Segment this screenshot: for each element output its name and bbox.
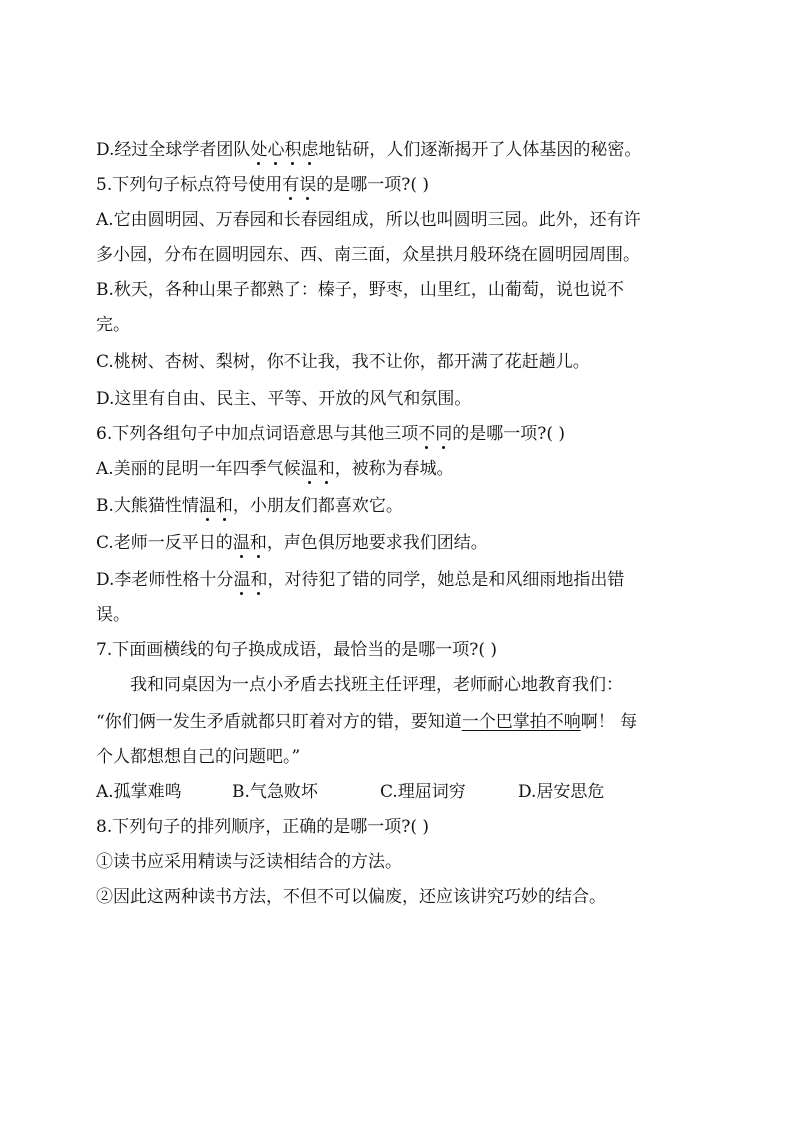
- emphasis-dot-char: 和: [249, 533, 267, 553]
- emphasis-dot-char: 有: [282, 175, 300, 195]
- q4-option-d: [96, 138, 641, 162]
- q8-sentence-1: ①读书应采用精读与泛读相结合的方法。: [96, 852, 402, 872]
- q6-option-b: [96, 494, 403, 518]
- q7-option-c: C.理屈词穷: [380, 782, 466, 802]
- q6-stem: [96, 422, 565, 446]
- q6-option-d-text: D.李老师性格十分: [96, 570, 234, 590]
- q6-option-b-text: B.大熊猫性情: [96, 496, 199, 516]
- q7-option-b: B.气急败坏: [232, 782, 318, 802]
- emphasis-dot-char: 温: [198, 496, 216, 516]
- q7-passage-text: “你们俩一发生矛盾就都只盯着对方的错，要知道: [96, 712, 462, 732]
- q6-stem-text-end: 的是哪一项?( ): [452, 424, 566, 444]
- q5-option-a-line1: A.它由圆明园、万春园和长春园组成，所以也叫圆明三园。此外，还有许: [96, 210, 641, 230]
- q6-option-c-text-end: ，声色俱厉地要求我们团结。: [266, 533, 488, 553]
- q7-passage-line1: 我和同桌因为一点小矛盾去找班主任评理，老师耐心地教育我们：: [130, 675, 623, 695]
- q6-option-a: [96, 457, 454, 481]
- q8-stem: 8.下列句子的排列顺序，正确的是哪一项?( ): [96, 817, 430, 837]
- emphasis-dot-char: 误: [299, 175, 317, 195]
- q6-option-c: [96, 531, 488, 555]
- emphasis-dot-char: 同: [435, 424, 453, 444]
- q4-option-d-text-end: 地钻研，人们逐渐揭开了人体基因的秘密。: [318, 140, 642, 160]
- q7-passage-line3: 个人都想想自己的问题吧。”: [96, 747, 301, 767]
- emphasis-dot-char: 温: [233, 570, 251, 590]
- q7-underlined-sentence: 一个巴掌拍不响: [461, 712, 581, 732]
- q7-option-a: A.孤掌难鸣: [96, 782, 182, 802]
- q7-passage-text-end: 啊！ 每: [580, 712, 638, 732]
- q6-option-d-text-end: ，对待犯了错的同学，她总是和风细雨地指出错: [267, 570, 625, 590]
- emphasis-dot-char: 不: [418, 424, 436, 444]
- q7-passage-line2: [96, 710, 637, 734]
- q6-option-a-text: A.美丽的昆明一年四季气候: [96, 459, 301, 479]
- q6-option-d-dotted-word: [233, 570, 267, 590]
- q6-option-a-dotted-word: [301, 459, 335, 479]
- q5-stem-text: 5.下列句子标点符号使用: [96, 175, 283, 195]
- q5-stem-text-end: 的是哪一项?( ): [316, 175, 430, 195]
- q5-option-d: D.这里有自由、民主、平等、开放的风气和氛围。: [96, 389, 472, 409]
- emphasis-dot-char: 心: [267, 140, 285, 160]
- q4-option-d-dotted-word: [250, 140, 318, 160]
- emphasis-dot-char: 和: [317, 459, 335, 479]
- q4-option-d-text: D.经过全球学者团队: [96, 140, 251, 160]
- q7-option-d: D.居安思危: [518, 782, 605, 802]
- q6-stem-dotted-word: [418, 424, 452, 444]
- emphasis-dot-char: 温: [232, 533, 250, 553]
- emphasis-dot-char: 和: [250, 570, 268, 590]
- q5-option-b-line1: B.秋天，各种山果子都熟了：榛子，野枣，山里红，山葡萄，说也说不: [96, 280, 624, 300]
- q6-option-c-text: C.老师一反平日的: [96, 533, 233, 553]
- q8-sentence-2: ②因此这两种读书方法，不但不可以偏废，还应该讲究巧妙的结合。: [96, 887, 606, 907]
- emphasis-dot-char: 虑: [301, 140, 319, 160]
- q5-stem-dotted-word: [282, 175, 316, 195]
- emphasis-dot-char: 处: [250, 140, 268, 160]
- q6-option-b-text-end: ，小朋友们都喜欢它。: [232, 496, 403, 516]
- emphasis-dot-char: 温: [300, 459, 318, 479]
- q6-option-d-line1: [96, 568, 624, 592]
- q6-stem-text: 6.下列各组句子中加点词语意思与其他三项: [96, 424, 419, 444]
- emphasis-dot-char: 和: [215, 496, 233, 516]
- q7-stem: 7.下面画横线的句子换成成语，最恰当的是哪一项?( ): [96, 640, 498, 660]
- q6-option-a-text-end: ，被称为春城。: [334, 459, 454, 479]
- q5-option-c: C.桃树、杏树、梨树，你不让我，我不让你，都开满了花赶趟儿。: [96, 352, 590, 372]
- emphasis-dot-char: 积: [284, 140, 302, 160]
- q5-option-a-line2: 多小园，分布在圆明园东、西、南三面，众星拱月般环绕在圆明园周围。: [96, 245, 640, 265]
- q5-stem: [96, 173, 429, 197]
- q5-option-b-line2: 完。: [96, 315, 130, 335]
- q6-option-d-line2: 误。: [96, 605, 130, 625]
- q6-option-c-dotted-word: [233, 533, 267, 553]
- q6-option-b-dotted-word: [199, 496, 233, 516]
